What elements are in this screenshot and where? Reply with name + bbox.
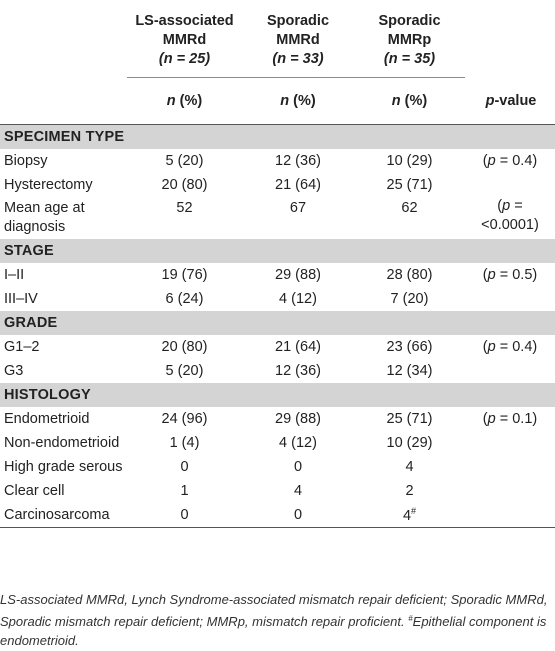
header-line: LS-associated xyxy=(135,13,234,29)
header-n: (n = 33) xyxy=(272,51,324,67)
table-row xyxy=(0,431,555,455)
cell-p-value: (p = 0.4) xyxy=(482,339,538,355)
cell-value: 29 (88) xyxy=(275,267,321,283)
cell-p-value xyxy=(465,479,555,503)
header-p-value: p-value xyxy=(485,92,537,109)
header-n-pct: n (%) xyxy=(391,93,428,109)
cell-value: 28 (80) xyxy=(386,267,433,283)
header-n: (n = 35) xyxy=(383,51,436,67)
cell-value: 0 xyxy=(242,503,354,528)
table-row xyxy=(0,197,555,239)
cell-value: 24 (96) xyxy=(161,411,208,427)
table-row xyxy=(0,149,555,173)
cell-p-value xyxy=(465,431,555,455)
table-row xyxy=(0,335,555,359)
header-line: Sporadic xyxy=(266,13,330,29)
cell-value: 4 (12) xyxy=(279,291,317,307)
cell-value: 0 xyxy=(293,459,303,475)
header-line: MMRd xyxy=(162,32,207,48)
cell-value: 21 (64) xyxy=(275,177,321,193)
cell-value: 20 (80) xyxy=(161,339,208,355)
cell-value: 29 (88) xyxy=(275,411,321,427)
cell-value: 5 (20) xyxy=(165,153,204,169)
cell-value: 5 (20) xyxy=(165,363,204,379)
cell-value: 2 xyxy=(405,483,414,499)
cell-value: 4 (12) xyxy=(279,435,317,451)
cell-value: 1 xyxy=(180,483,189,499)
cell-p-value xyxy=(465,287,555,311)
row-label: Carcinosarcoma xyxy=(0,503,127,528)
row-label: III–IV xyxy=(4,291,38,307)
cell-value: 10 (29) xyxy=(386,435,433,451)
footnote-marker: # xyxy=(408,614,413,623)
cell-value: 25 (71) xyxy=(386,177,433,193)
cell-value: 25 (71) xyxy=(386,411,433,427)
table-row xyxy=(0,287,555,311)
cell-value: 0 xyxy=(180,459,189,475)
cell-value: 7 (20) xyxy=(390,291,429,307)
row-label: Mean age at diagnosis xyxy=(4,200,85,235)
row-label: Endometrioid xyxy=(4,411,90,427)
header-empty-cell xyxy=(465,0,555,78)
footnote-marker: # xyxy=(411,506,417,516)
header-empty-cell xyxy=(0,0,127,78)
row-label: High grade serous xyxy=(4,459,123,475)
cell-value: 52 xyxy=(176,200,193,216)
table-row xyxy=(0,173,555,197)
cell-value: 1 (4) xyxy=(169,435,200,451)
cell-value: 20 (80) xyxy=(161,177,208,193)
header-n-pct: n (%) xyxy=(280,93,316,109)
section-header-histology xyxy=(0,383,555,407)
header-empty-cell xyxy=(0,78,127,125)
header-row-sub xyxy=(0,78,555,125)
cell-value: 10 (29) xyxy=(386,153,433,169)
cell-value: 4 xyxy=(405,459,414,475)
cell-value: 12 (34) xyxy=(386,363,433,379)
table-row xyxy=(0,359,555,383)
table-row xyxy=(0,263,555,287)
cell-p-value xyxy=(465,455,555,479)
section-title: GRADE xyxy=(0,311,555,335)
cell-p-value xyxy=(465,359,555,383)
cell-value: 4 xyxy=(293,483,303,499)
table-row xyxy=(0,455,555,479)
cell-p-value: (p = <0.0001) xyxy=(481,198,539,233)
section-header-specimen-type xyxy=(0,125,555,150)
header-line: Sporadic xyxy=(378,13,441,29)
header-n: (n = 25) xyxy=(158,51,211,67)
cell-value: 6 (24) xyxy=(165,291,204,307)
cell-value: 12 (36) xyxy=(275,363,321,379)
row-label: Clear cell xyxy=(4,483,65,499)
row-label: Biopsy xyxy=(4,153,48,169)
table-footnote: LS-associated MMRd, Lynch Syndrome-associated mismatch repair deficient; Sporadic MMRd, Sporadic mismatch repair deficient; MMRp, mismatch repair proficient. #Epithelial component is endometrioid. xyxy=(0,592,548,648)
cell-p-value: (p = 0.1) xyxy=(482,411,538,427)
header-n-pct: n (%) xyxy=(166,93,203,109)
cell-p-value xyxy=(465,503,555,528)
cell-value: 12 (36) xyxy=(275,153,321,169)
section-header-stage xyxy=(0,239,555,263)
cell-value: 21 (64) xyxy=(275,339,321,355)
table-row xyxy=(0,503,555,528)
header-sporadic-mmrd xyxy=(242,0,354,78)
section-title: SPECIMEN TYPE xyxy=(0,125,555,150)
table-row xyxy=(0,479,555,503)
cell-value: 19 (76) xyxy=(161,267,208,283)
header-row-groups xyxy=(0,0,555,78)
cell-value: 0 xyxy=(127,503,242,528)
header-line: MMRd xyxy=(276,32,320,48)
section-header-grade xyxy=(0,311,555,335)
cell-value: 4# xyxy=(354,503,465,528)
cell-value: 67 xyxy=(289,200,307,216)
header-sporadic-mmrp xyxy=(354,0,465,78)
row-label: I–II xyxy=(4,267,25,283)
header-line: MMRp xyxy=(387,32,432,48)
cell-p-value xyxy=(465,173,555,197)
section-title: HISTOLOGY xyxy=(0,383,555,407)
row-label: Hysterectomy xyxy=(4,177,93,193)
row-label: G3 xyxy=(4,363,24,379)
cell-p-value: (p = 0.5) xyxy=(482,267,538,283)
table-row xyxy=(0,407,555,431)
cell-value: 62 xyxy=(401,200,418,216)
header-ls-mmrd xyxy=(127,0,242,78)
row-label: Non-endometrioid xyxy=(4,435,120,451)
cell-value: 23 (66) xyxy=(386,339,433,355)
section-title: STAGE xyxy=(0,239,555,263)
row-label: G1–2 xyxy=(4,339,40,355)
cell-p-value: (p = 0.4) xyxy=(482,153,538,169)
